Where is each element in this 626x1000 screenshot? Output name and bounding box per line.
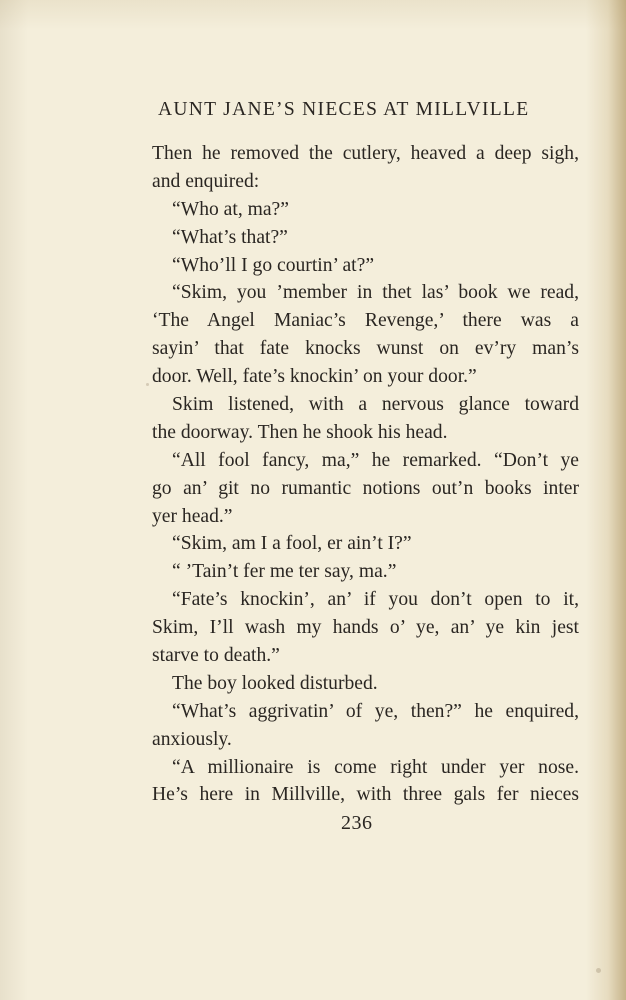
body-text [152,140,579,809]
text-line: “Who at, ma?” [172,198,289,220]
text-line: “All fool fancy, ma,” he remarked. “Don’t ye [172,449,579,471]
text-line: ‘The Angel Maniac’s Revenge,’ there was a [152,310,579,332]
text-line: sayin’ that fate knocks wunst on ev’ry man’s [152,338,579,360]
text-line: “Skim, you ’member in thet las’ book we read, [172,282,579,304]
text-line: He’s here in Millville, with three gals fer nieces [152,784,579,806]
paper-speck [146,383,149,386]
text-line: “What’s that?” [172,226,288,248]
text-line: starve to death.” [152,645,280,667]
text-line: “What’s aggrivatin’ of ye, then?” he enquired, [172,700,579,722]
text-line: the doorway. Then he shook his head. [152,421,448,443]
text-line: “ ’Tain’t fer me ter say, ma.” [172,561,397,583]
text-line: “A millionaire is come right under yer nose. [172,756,579,778]
text-line: go an’ git no rumantic notions out’n books inter [152,477,579,499]
text-line: “Fate’s knockin’, an’ if you don’t open to it, [172,589,579,611]
text-line: “Skim, am I a fool, er ain’t I?” [172,533,412,555]
text-line: anxiously. [152,728,232,750]
text-line: Skim, I’ll wash my hands o’ ye, an’ ye kin jest [152,617,579,639]
text-line: Then he removed the cutlery, heaved a deep sigh, [152,143,579,164]
text-line: Skim listened, with a nervous glance toward [172,394,579,416]
text-line: The boy looked disturbed. [172,672,378,694]
text-line: yer head.” [152,505,233,527]
page-number: 236 [341,812,373,834]
paper-speck [596,968,601,973]
text-line: “Who’ll I go courtin’ at?” [172,254,375,276]
text-line: and enquired: [152,170,260,192]
running-head: AUNT JANE’S NIECES AT MILLVILLE [158,99,530,120]
text-line: door. Well, fate’s knockin’ on your door.” [152,366,477,388]
